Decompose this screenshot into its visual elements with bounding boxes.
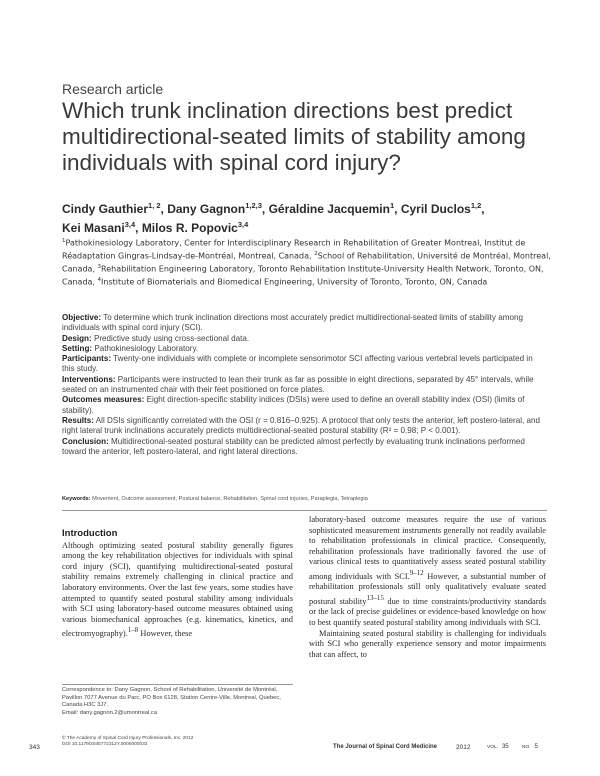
abstract-text: Eight direction-specific stability indices (DSIs) were used to define an overall stability index (OSI) (limits of stability). bbox=[62, 395, 525, 415]
author-affiliation-mark: 1, 2 bbox=[148, 201, 161, 210]
abstract-text: All DSIs significantly correlated with the OSI (r = 0.816–0.925). A protocol that only tests the anterior, left postero-lateral, and right lateral trunk inclinations accurately predicts multidirectional-seated postural stability (R² = 0.98; P < 0.001). bbox=[62, 415, 541, 436]
article-title: Which trunk inclination directions best predict multidirectional-seated limits of stability among individuals with spinal cord injury? bbox=[62, 98, 526, 175]
author-separator: , bbox=[394, 202, 401, 216]
correspondence bbox=[62, 687, 293, 717]
author: Kei Masani bbox=[62, 221, 125, 235]
body-text: laboratory-based outcome measures require the use of various sophisticated measurement instruments generally not readily available to rehabilitation professionals in clinical practice. Consequently, rehabilitation professionals have traditionally favored the use of various clinical tests to quantitatively assess seated postural stability among individuals with SCI. bbox=[309, 515, 546, 581]
page-number: 343 bbox=[29, 744, 40, 751]
author-list bbox=[62, 198, 542, 236]
article-type: Research article bbox=[62, 81, 164, 97]
abstract-objective bbox=[62, 313, 547, 334]
author-separator: , bbox=[160, 202, 168, 216]
body-column-right bbox=[309, 515, 546, 660]
body-paragraph bbox=[309, 515, 546, 629]
volume-label: VOL. bbox=[487, 745, 498, 750]
abstract-text: Participants were instructed to lean their trunk as far as possible in eight directions, separated by 45° intervals, while seated on an instrumented chair with their feet positioned on force plates. bbox=[62, 374, 534, 395]
volume-number: 35 bbox=[501, 744, 509, 750]
doi: DOI 10.1179/2045772312Y.0000000033 bbox=[62, 742, 148, 748]
body-column-left bbox=[62, 529, 293, 640]
abstract-outcomes bbox=[62, 395, 547, 416]
journal-name: The Journal of Spinal Cord Medicine bbox=[333, 744, 438, 750]
abstract-label: Participants: bbox=[62, 354, 112, 364]
affiliation-number: 2 bbox=[314, 251, 318, 258]
footer-copyright bbox=[62, 736, 302, 748]
abstract-label: Objective: bbox=[62, 313, 102, 322]
author-affiliation-mark: 1,2 bbox=[470, 201, 482, 210]
keywords-label: Keywords: bbox=[62, 496, 91, 502]
author: Géraldine Jacquemin bbox=[268, 202, 390, 216]
citation: 13–15 bbox=[366, 593, 384, 602]
affiliation: School of Rehabilitation, Université de Montréal, Montreal, Canada, bbox=[62, 251, 551, 274]
correspondence-email: Email: dany.gagnon.2@umontreal.ca bbox=[62, 709, 158, 716]
affiliation: Rehabilitation Engineering Laboratory, Toronto Rehabilitation Institute-University Health Network, Toronto, ON, Canada, bbox=[62, 264, 544, 288]
abstract-label: Conclusion: bbox=[62, 436, 109, 446]
author-affiliation-mark: 3,4 bbox=[237, 220, 249, 229]
citation: 9–12 bbox=[409, 568, 424, 577]
abstract-interventions bbox=[62, 375, 547, 396]
abstract-label: Interventions: bbox=[62, 374, 116, 384]
footnote-divider bbox=[62, 684, 293, 685]
body-text: However, a substantial number of rehabilitation professionals still only qualitatively evaluate seated postural stability bbox=[309, 571, 546, 606]
journal-volume bbox=[487, 744, 509, 750]
citation: 1–8 bbox=[127, 626, 139, 635]
copyright: © The Academy of Spinal Cord Injury Professionals, Inc. 2012 bbox=[62, 736, 194, 741]
keywords bbox=[62, 496, 547, 502]
abstract bbox=[62, 313, 547, 457]
abstract-text: To determine which trunk inclination directions most accurately predict multidirectional-seated limits of stability among individuals with spinal cord injury (SCI). bbox=[62, 313, 523, 333]
abstract-text: Pathokinesiology Laboratory. bbox=[94, 343, 199, 353]
abstract-text: Twenty-one individuals with complete or incomplete sensorimotor SCI affecting various vertebral levels participated in this study. bbox=[62, 354, 533, 374]
author-affiliation-mark: 1 bbox=[389, 201, 395, 210]
author: Cyril Duclos bbox=[400, 202, 471, 216]
affiliation-number: 3 bbox=[97, 264, 102, 271]
section-divider bbox=[62, 510, 547, 511]
abstract-label: Outcomes measures: bbox=[62, 395, 145, 405]
abstract-text: Predictive study using cross-sectional data. bbox=[93, 333, 250, 343]
affiliation: Institute of Biomaterials and Biomedical Engineering, University of Toronto, Toronto, ON, Canada bbox=[101, 278, 488, 288]
section-heading: Introduction bbox=[62, 528, 118, 539]
author-separator: , bbox=[135, 221, 142, 235]
author: Dany Gagnon bbox=[167, 202, 246, 216]
affiliation-number: 4 bbox=[97, 277, 102, 284]
body-text: However, these bbox=[138, 629, 193, 639]
author-affiliation-mark: 3,4 bbox=[124, 220, 136, 229]
affiliation: Pathokinesiology Laboratory, Center for Interdisciplinary Research in Rehabilitation of Greater Montreal, Institut de Réadaptation Gingras-Lindsay-de-Montréal, Montreal, Canada, bbox=[62, 238, 526, 261]
body-paragraph bbox=[62, 541, 293, 640]
affiliation-number: 1 bbox=[62, 238, 66, 244]
abstract-label: Setting: bbox=[62, 343, 93, 353]
correspondence-address: Correspondence to: Dany Gagnon, School of Rehabilitation, Université de Montréal, Pavillon 7077 Avenue du Parc, PO Box 6128, Station Centre-Ville, Montreal, Quebec, Canada H3C 3J7. bbox=[62, 687, 281, 709]
author: Cindy Gauthier bbox=[62, 202, 149, 216]
body-text: due to time constraints/productivity standards or the lack of precise guidelines or evidence-based knowledge on how to best quantify seated postural stability among individuals with SCI. bbox=[309, 596, 546, 627]
author-separator: , bbox=[481, 202, 485, 216]
abstract-text: Multidirectional-seated postural stability can be predicted almost perfectly by evaluating trunk inclinations performed toward the anterior, left postero-lateral, and right lateral directions. bbox=[62, 436, 525, 456]
journal-year: 2012 bbox=[456, 744, 471, 751]
issue-label: NO. bbox=[522, 745, 531, 750]
author-separator: , bbox=[261, 202, 269, 216]
abstract-results bbox=[62, 416, 547, 437]
abstract-design bbox=[62, 334, 547, 344]
body-text: Although optimizing seated postural stability generally figures among the key rehabilitation objectives for individuals with spinal cord injury (SCI), quantifying multidirectional-seated postural stability remains extremely challenging in clinical practice and laboratory environments. Over the last few years, some studies have attempted to quantify seated postural stability among individuals with SCI using laboratory-based outcome measures obtained using various biomechanical approaches (e.g. kinematics, kinetics, and electromyography). bbox=[62, 540, 293, 639]
abstract-conclusion bbox=[62, 437, 547, 458]
keywords-text: Movement, Outcome assessment, Postural balance, Rehabilitation, Spinal cord injuries, Paraplegia, Tetraplegia bbox=[92, 496, 368, 502]
abstract-label: Design: bbox=[62, 333, 92, 343]
author: Milos R. Popovic bbox=[141, 221, 238, 235]
affiliations bbox=[62, 236, 552, 289]
abstract-participants bbox=[62, 354, 547, 375]
abstract-setting bbox=[62, 344, 547, 354]
author-affiliation-mark: 1,2,3 bbox=[245, 201, 262, 210]
abstract-label: Results: bbox=[62, 415, 94, 425]
journal-issue bbox=[522, 744, 538, 750]
issue-number: 5 bbox=[534, 744, 538, 750]
body-paragraph: Maintaining seated postural stability is challenging for individuals with SCI who generally experience sensory and motor impairments that can affect, to bbox=[309, 628, 546, 659]
